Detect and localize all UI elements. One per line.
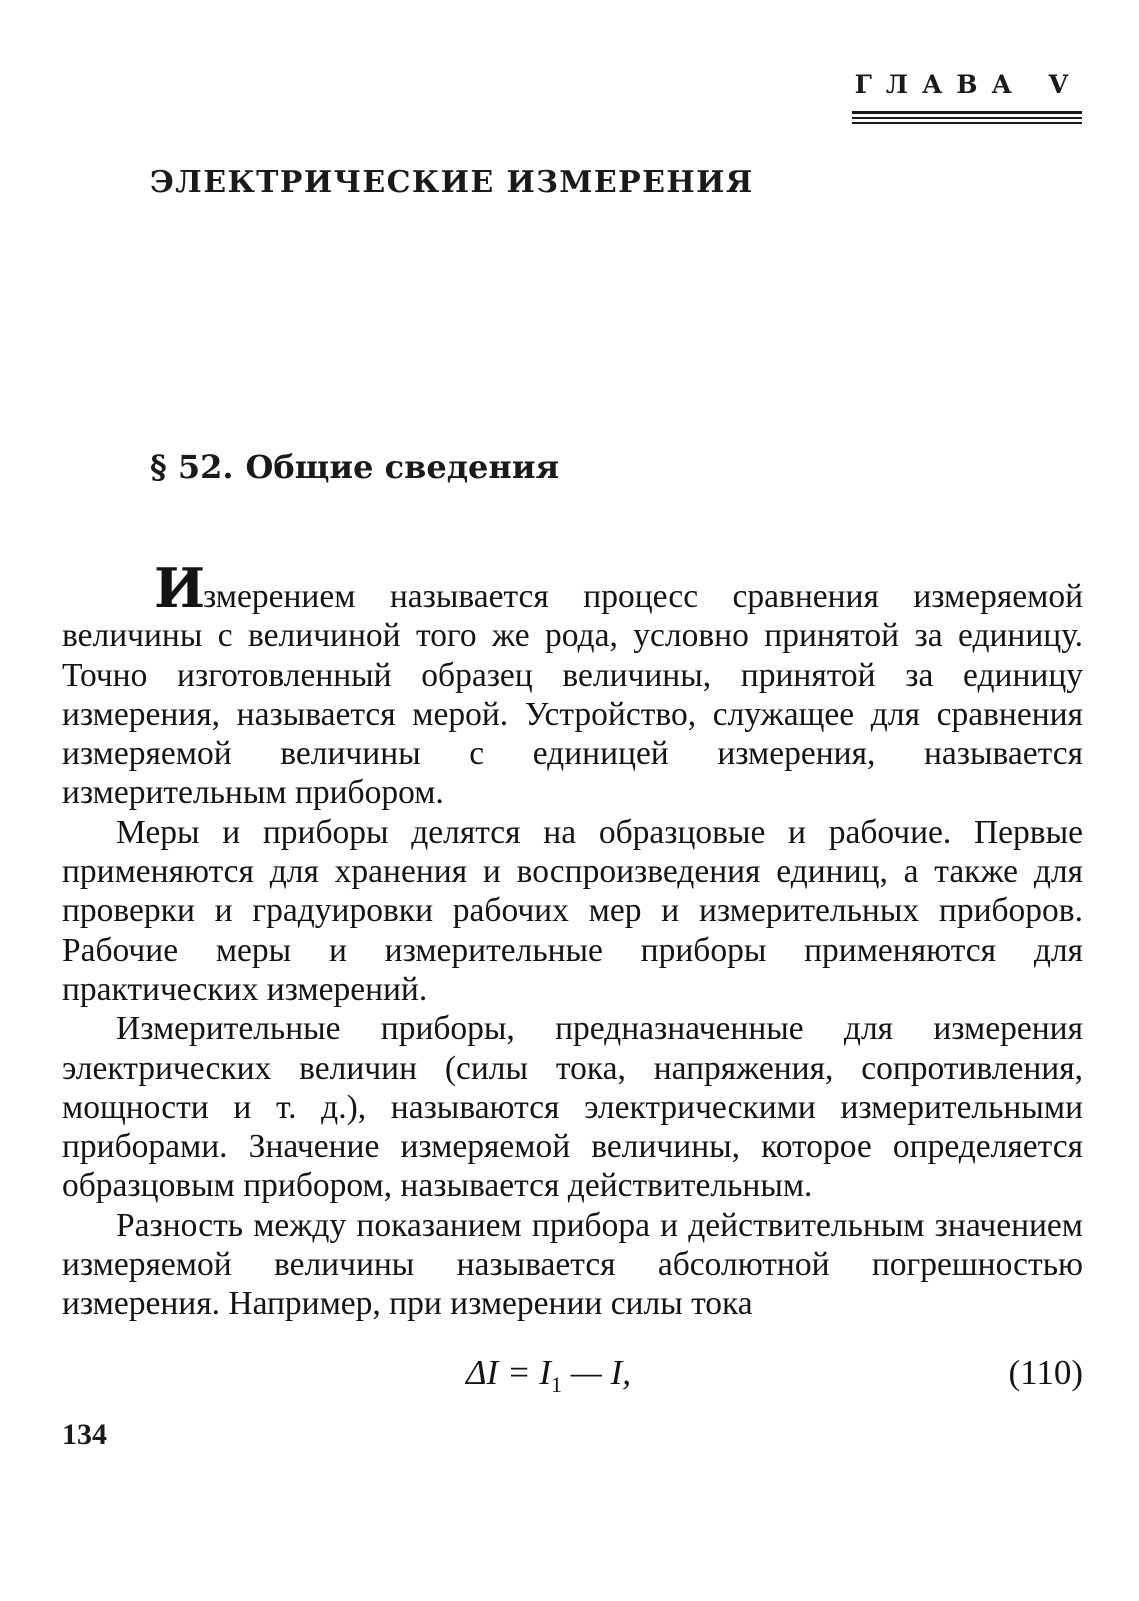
equation-number: (110) — [1008, 1353, 1083, 1392]
paragraph: Разность между показанием прибора и действительным значением измеряемой величины называется абсолютной погрешностью измерения. Например, при измерении силы тока — [62, 1206, 1083, 1323]
chapter-rule-thin — [852, 122, 1082, 124]
paragraph — [62, 556, 1083, 813]
chapter-rule-thin — [852, 117, 1082, 119]
formula-rhs: — I, — [561, 1353, 632, 1392]
formula-subscript: 1 — [550, 1372, 562, 1397]
paragraph: Измерительные приборы, предназначенные для измерения электрических величин (силы тока, напряжения, сопротивления, мощности и т. д.), называются электрическими измерительными приборами. Значение измеряемой величины, которое определяется образцовым прибором, называется действительным. — [62, 1010, 1083, 1205]
section-heading — [150, 448, 559, 486]
paragraph: Меры и приборы делятся на образцовые и рабочие. Первые применяются для хранения и воспроизведения единиц, а также для проверки и градуировки рабочих мер и измерительных приборов. Рабочие меры и измерительные приборы применяются для практических измерений. — [62, 813, 1083, 1008]
drop-cap: И — [154, 556, 204, 620]
formula-lhs: ΔI = I — [466, 1353, 551, 1392]
section-number: § 52. — [150, 448, 234, 486]
section-title: Общие сведения — [245, 448, 560, 486]
chapter-rule-thick — [852, 111, 1082, 114]
paragraph-text: змерением называется процесс сравнения измеряемой величины с величиной того же рода, условно принятой за единицу. Точно изготовленный образец величины, принятой за единицу измерения, называется мерой. Устройство, служащее для сравнения измеряемой величины с единицей измерения, называется измерительным прибором. — [62, 578, 1083, 812]
page-number: 134 — [62, 1418, 107, 1451]
body-text — [62, 556, 1083, 1324]
formula — [466, 1353, 631, 1398]
chapter-label: ГЛАВА V — [854, 70, 1082, 99]
chapter-title: ЭЛЕКТРИЧЕСКИЕ ИЗМЕРЕНИЯ — [150, 165, 754, 200]
